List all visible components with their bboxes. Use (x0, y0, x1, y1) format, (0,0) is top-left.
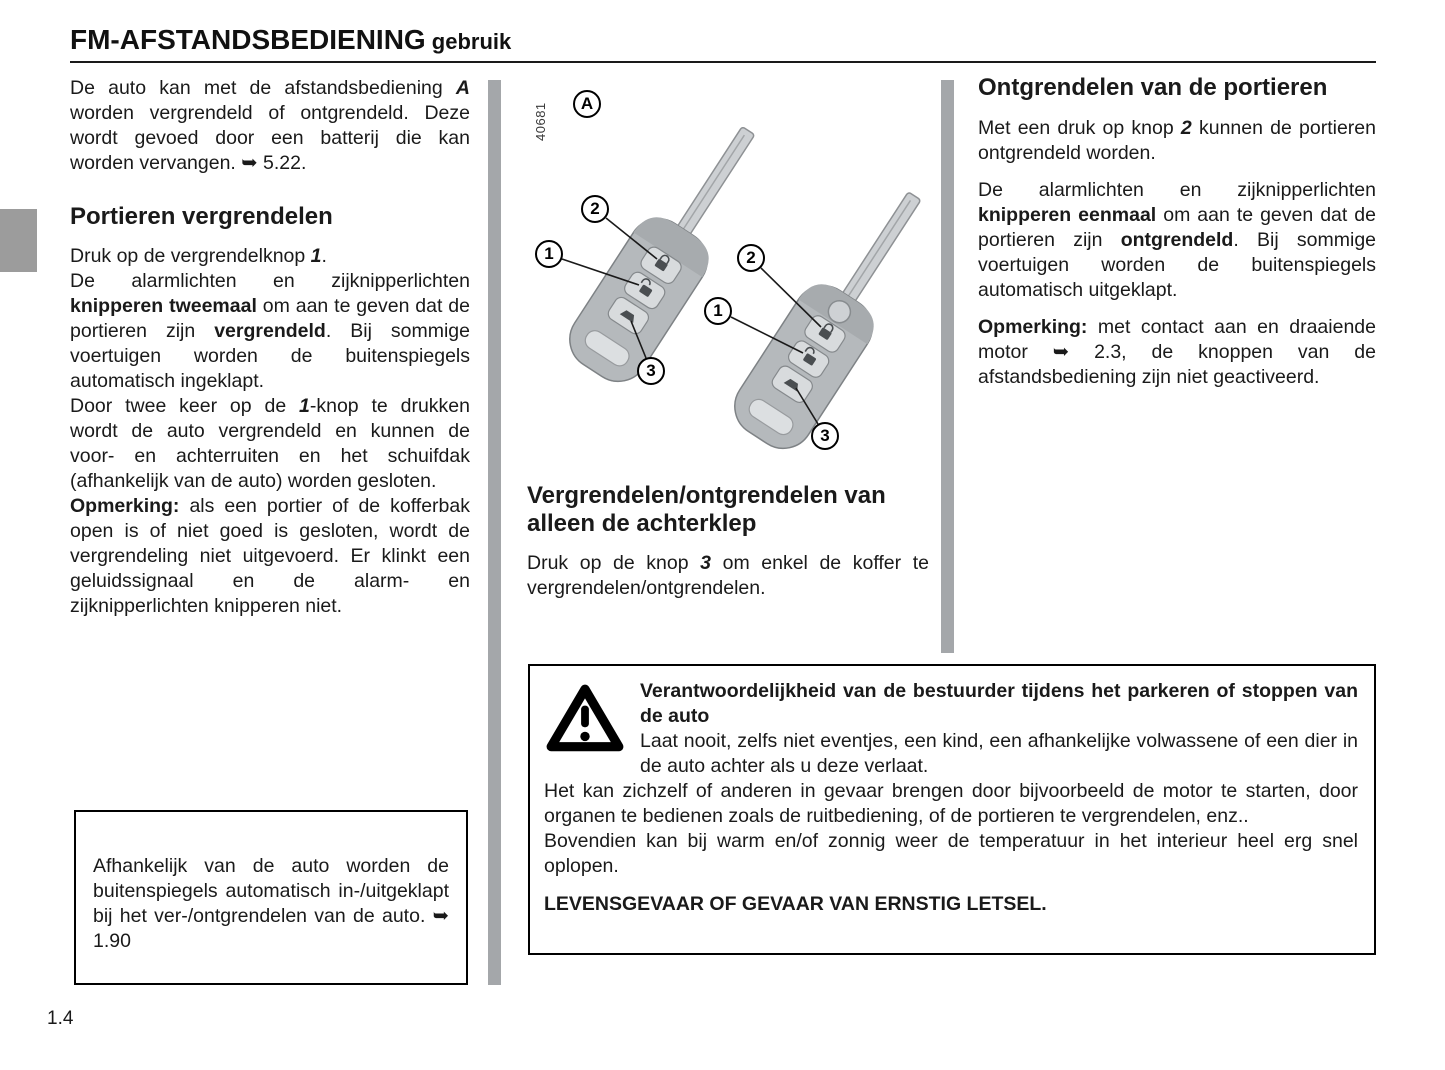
intro-paragraph: De auto kan met de afstandsbediening A worden vergrendeld of ontgrendeld. Deze wordt gevoed door een batterij die kan worden vervangen. ➥ 5.22. (70, 77, 470, 174)
column-divider-right (941, 80, 954, 653)
page-edge-tab (0, 209, 37, 272)
figure-label-a: A (573, 90, 601, 118)
callout-2-fob1: 2 (581, 195, 609, 223)
body-paragraph: De alarmlichten en zijknipperlichten knipperen tweemaal om aan te geven dat de portieren zijn vergrendeld. Bij sommige voertuigen worden de buitenspiegels automatisch ingeklapt. (70, 270, 470, 392)
warning-paragraph: Laat nooit, zelfs niet eventjes, een kind, een afhankelijke volwassene of een dier in de auto achter als u deze verlaat. (640, 730, 1358, 777)
key-fobs-illustration (527, 85, 932, 477)
section-heading-achterklep: Vergrendelen/ontgrendelen van alleen de achterklep (527, 482, 886, 537)
warning-triangle-icon (544, 681, 626, 757)
warning-title: Verantwoordelijkheid van de bestuurder tijdens het parkeren of stoppen van de auto (640, 680, 1358, 727)
body-paragraph: De alarmlichten en zijknipperlichten knipperen eenmaal om aan te geven dat de portieren zijn ontgrendeld. Bij sommige voertuigen worden de buitenspiegels automatisch uitgeklapt. (978, 179, 1377, 301)
header-rule (70, 61, 1376, 63)
warning-box (528, 664, 1376, 955)
page-title-suffix: gebruik (425, 29, 512, 54)
column-divider-left (488, 80, 501, 985)
section-heading-portieren-vergrendelen: Portieren vergrendelen (70, 203, 333, 230)
key-fob-2 (723, 174, 932, 460)
left-column (70, 76, 470, 619)
callout-1-fob1: 1 (535, 240, 563, 268)
page-number: 1.4 (47, 1008, 74, 1029)
key-fob-figure (527, 85, 932, 477)
right-column (978, 74, 1376, 402)
warning-paragraph: Bovendien kan bij warm en/of zonnig weer de temperatuur in het interieur heel erg snel oplopen. (544, 830, 1358, 877)
side-note-box (74, 810, 468, 985)
note-text: Afhankelijk van de auto worden de buitenspiegels automatisch in-/uitgeklapt bij het ver-/ontgrendelen van de auto. ➥ 1.90 (93, 855, 449, 952)
callout-2-fob2: 2 (737, 244, 765, 272)
callout-1-fob2: 1 (704, 297, 732, 325)
page-title-main: FM-AFSTANDSBEDIENING (70, 24, 426, 55)
body-paragraph: Door twee keer op de 1-knop te drukken wordt de auto vergrendeld en kunnen de voor- en achterruiten en het schuifdak (afhankelijk van de auto) worden gesloten. (70, 395, 470, 492)
callout-3-fob1: 3 (637, 357, 665, 385)
section-heading-ontgrendelen: Ontgrendelen van de portieren (978, 74, 1328, 101)
warning-final-statement: LEVENSGEVAAR OF GEVAAR VAN ERNSTIG LETSEL. (544, 893, 1047, 915)
middle-column-text (527, 482, 929, 601)
body-paragraph: Druk op de knop 3 om enkel de koffer te vergrendelen/ontgrendelen. (527, 552, 929, 599)
body-paragraph: Opmerking: als een portier of de kofferbak open is of niet goed is gesloten, wordt de vergrendeling niet uitgevoerd. Er klinkt een geluidssignaal en de alarm- en zijknipperlichten knipperen niet. (70, 495, 470, 617)
page-title (70, 24, 511, 56)
body-paragraph: Met een druk op knop 2 kunnen de portieren ontgrendeld worden. (978, 117, 1376, 164)
warning-paragraph: Het kan zichzelf of anderen in gevaar brengen door bijvoorbeeld de motor te starten, door organen te bedienen zoals de ruitbediening, of de portieren te vergrendelen, enz.. (544, 780, 1358, 827)
body-paragraph: Opmerking: met contact aan en draaiende motor ➥ 2.3, de knoppen van de afstandsbediening zijn niet geactiveerd. (978, 316, 1376, 388)
figure-photo-ref: 40681 (533, 102, 548, 141)
body-paragraph: Druk op de vergrendelknop 1. (70, 245, 327, 267)
callout-3-fob2: 3 (811, 422, 839, 450)
